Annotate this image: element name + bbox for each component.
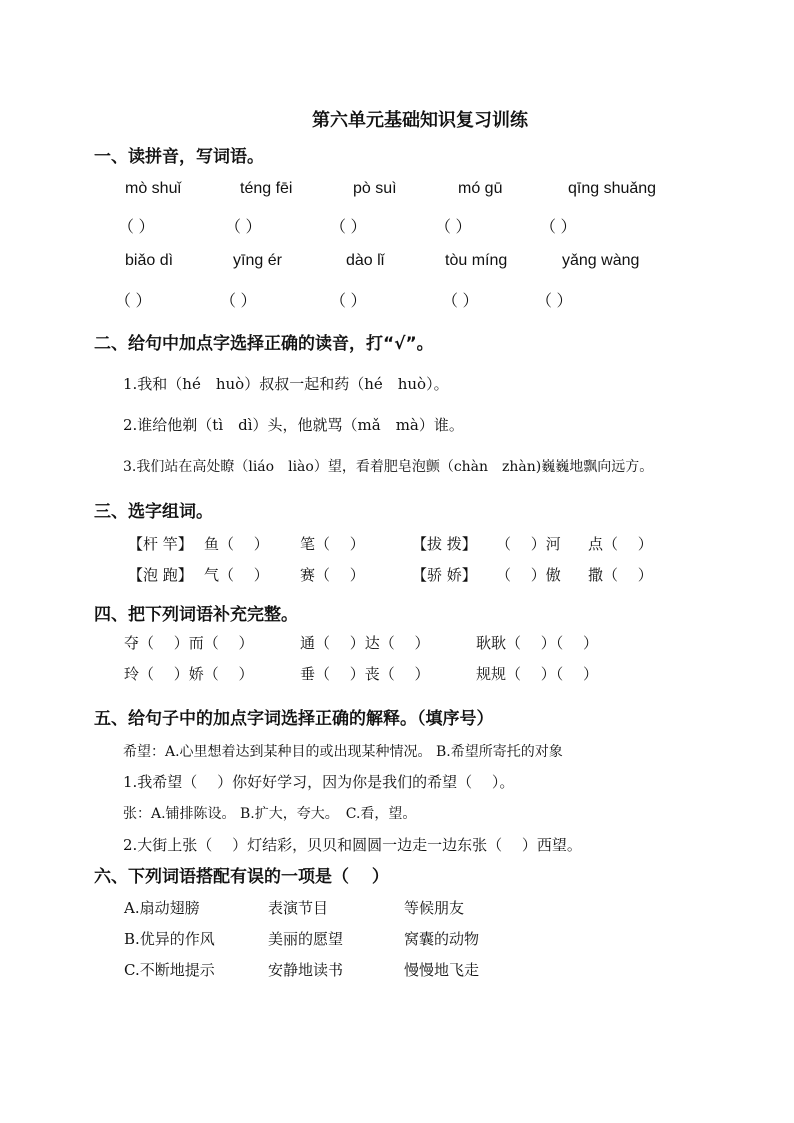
option-item: B.优异的作风 — [124, 930, 215, 948]
option-item: 美丽的愿望 — [268, 930, 344, 948]
pinyin-item: biǎo dì — [125, 252, 174, 269]
pinyin-item: mó gū — [458, 180, 503, 197]
section-3-heading: 三、选字组词。 — [94, 502, 213, 522]
option-item: C.不断地提示 — [124, 961, 215, 979]
word-blank[interactable]: 点（ ） — [588, 535, 653, 553]
question-line: 2.大街上张（ ）灯结彩，贝贝和圆圆一边走一边东张（ ）西望。 — [123, 836, 582, 854]
option-item: 表演节目 — [268, 899, 329, 917]
char-choice-pair: 【拔 拨】 — [412, 535, 477, 553]
answer-blank[interactable]: （ ） — [540, 219, 577, 236]
option-item: 安静地读书 — [268, 961, 344, 979]
word-blank[interactable]: （ ）傲 — [496, 566, 561, 584]
word-blank[interactable]: 鱼（ ） — [204, 535, 269, 553]
section-1-heading: 一、读拼音，写词语。 — [94, 147, 264, 167]
pinyin-item: qīng shuǎng — [568, 180, 657, 197]
option-item: 慢慢地飞走 — [404, 961, 480, 979]
word-blank[interactable]: （ ）河 — [496, 535, 561, 553]
answer-blank[interactable]: （ ） — [442, 293, 479, 310]
option-item: 等候朋友 — [404, 899, 465, 917]
word-blank[interactable]: 撒（ ） — [588, 566, 653, 584]
section-2-heading: 二、给句中加点字选择正确的读音，打“√”。 — [94, 334, 434, 354]
answer-blank[interactable]: （ ） — [435, 219, 472, 236]
idiom-blank[interactable]: 规规（ ）（ ） — [476, 665, 599, 683]
page-title: 第六单元基础知识复习训练 — [312, 110, 528, 131]
answer-blank[interactable]: （ ） — [115, 293, 152, 310]
answer-blank[interactable]: （ ） — [220, 293, 257, 310]
word-blank[interactable]: 笔（ ） — [300, 535, 365, 553]
char-choice-pair: 【泡 跑】 — [128, 566, 193, 584]
idiom-blank[interactable]: 玲（ ）娇（ ） — [124, 665, 254, 683]
idiom-blank[interactable]: 耿耿（ ）（ ） — [476, 634, 599, 652]
answer-blank[interactable]: （ ） — [225, 219, 262, 236]
answer-blank[interactable]: （ ） — [536, 293, 573, 310]
pinyin-item: mò shuǐ — [125, 180, 182, 197]
pinyin-item: téng fēi — [240, 180, 293, 197]
question-line: 1.我和（hé huò）叔叔一起和药（hé huò）。 — [123, 375, 449, 393]
char-choice-pair: 【骄 娇】 — [412, 566, 477, 584]
question-line: 3.我们站在高处瞭（liáo liào）望，看着肥皂泡颤（chàn zhàn)巍巍地飘向远方。 — [123, 459, 654, 475]
option-item: A.扇动翅膀 — [124, 899, 200, 917]
question-line: 2.谁给他剃（tì dì）头，他就骂（mǎ mà）谁。 — [123, 416, 464, 434]
section-5-heading: 五、给句子中的加点字词选择正确的解释。（填序号） — [94, 709, 494, 729]
word-blank[interactable]: 赛（ ） — [300, 566, 365, 584]
section-4-heading: 四、把下列词语补充完整。 — [94, 605, 298, 625]
section-6-heading: 六、下列词语搭配有误的一项是（ ） — [94, 867, 389, 887]
pinyin-item: pò suì — [353, 180, 397, 197]
pinyin-item: dào lǐ — [346, 252, 385, 269]
option-item: 窝囊的动物 — [404, 930, 480, 948]
answer-blank[interactable]: （ ） — [330, 219, 367, 236]
word-blank[interactable]: 气（ ） — [204, 566, 269, 584]
definition-line: 张：A.铺排陈设。 B.扩大，夸大。 C.看，望。 — [123, 806, 417, 822]
pinyin-item: yǎng wàng — [562, 252, 640, 269]
idiom-blank[interactable]: 通（ ）达（ ） — [300, 634, 430, 652]
idiom-blank[interactable]: 垂（ ）丧（ ） — [300, 665, 430, 683]
answer-blank[interactable]: （ ） — [118, 219, 155, 236]
char-choice-pair: 【杆 竿】 — [128, 535, 193, 553]
question-line: 1.我希望（ ）你好好学习，因为你是我们的希望（ ）。 — [123, 773, 515, 791]
pinyin-item: tòu míng — [445, 252, 508, 269]
idiom-blank[interactable]: 夺（ ）而（ ） — [124, 634, 254, 652]
answer-blank[interactable]: （ ） — [330, 293, 367, 310]
definition-line: 希望：A.心里想着达到某种目的或出现某种情况。 B.希望所寄托的对象 — [123, 744, 563, 760]
pinyin-item: yīng ér — [233, 252, 282, 269]
